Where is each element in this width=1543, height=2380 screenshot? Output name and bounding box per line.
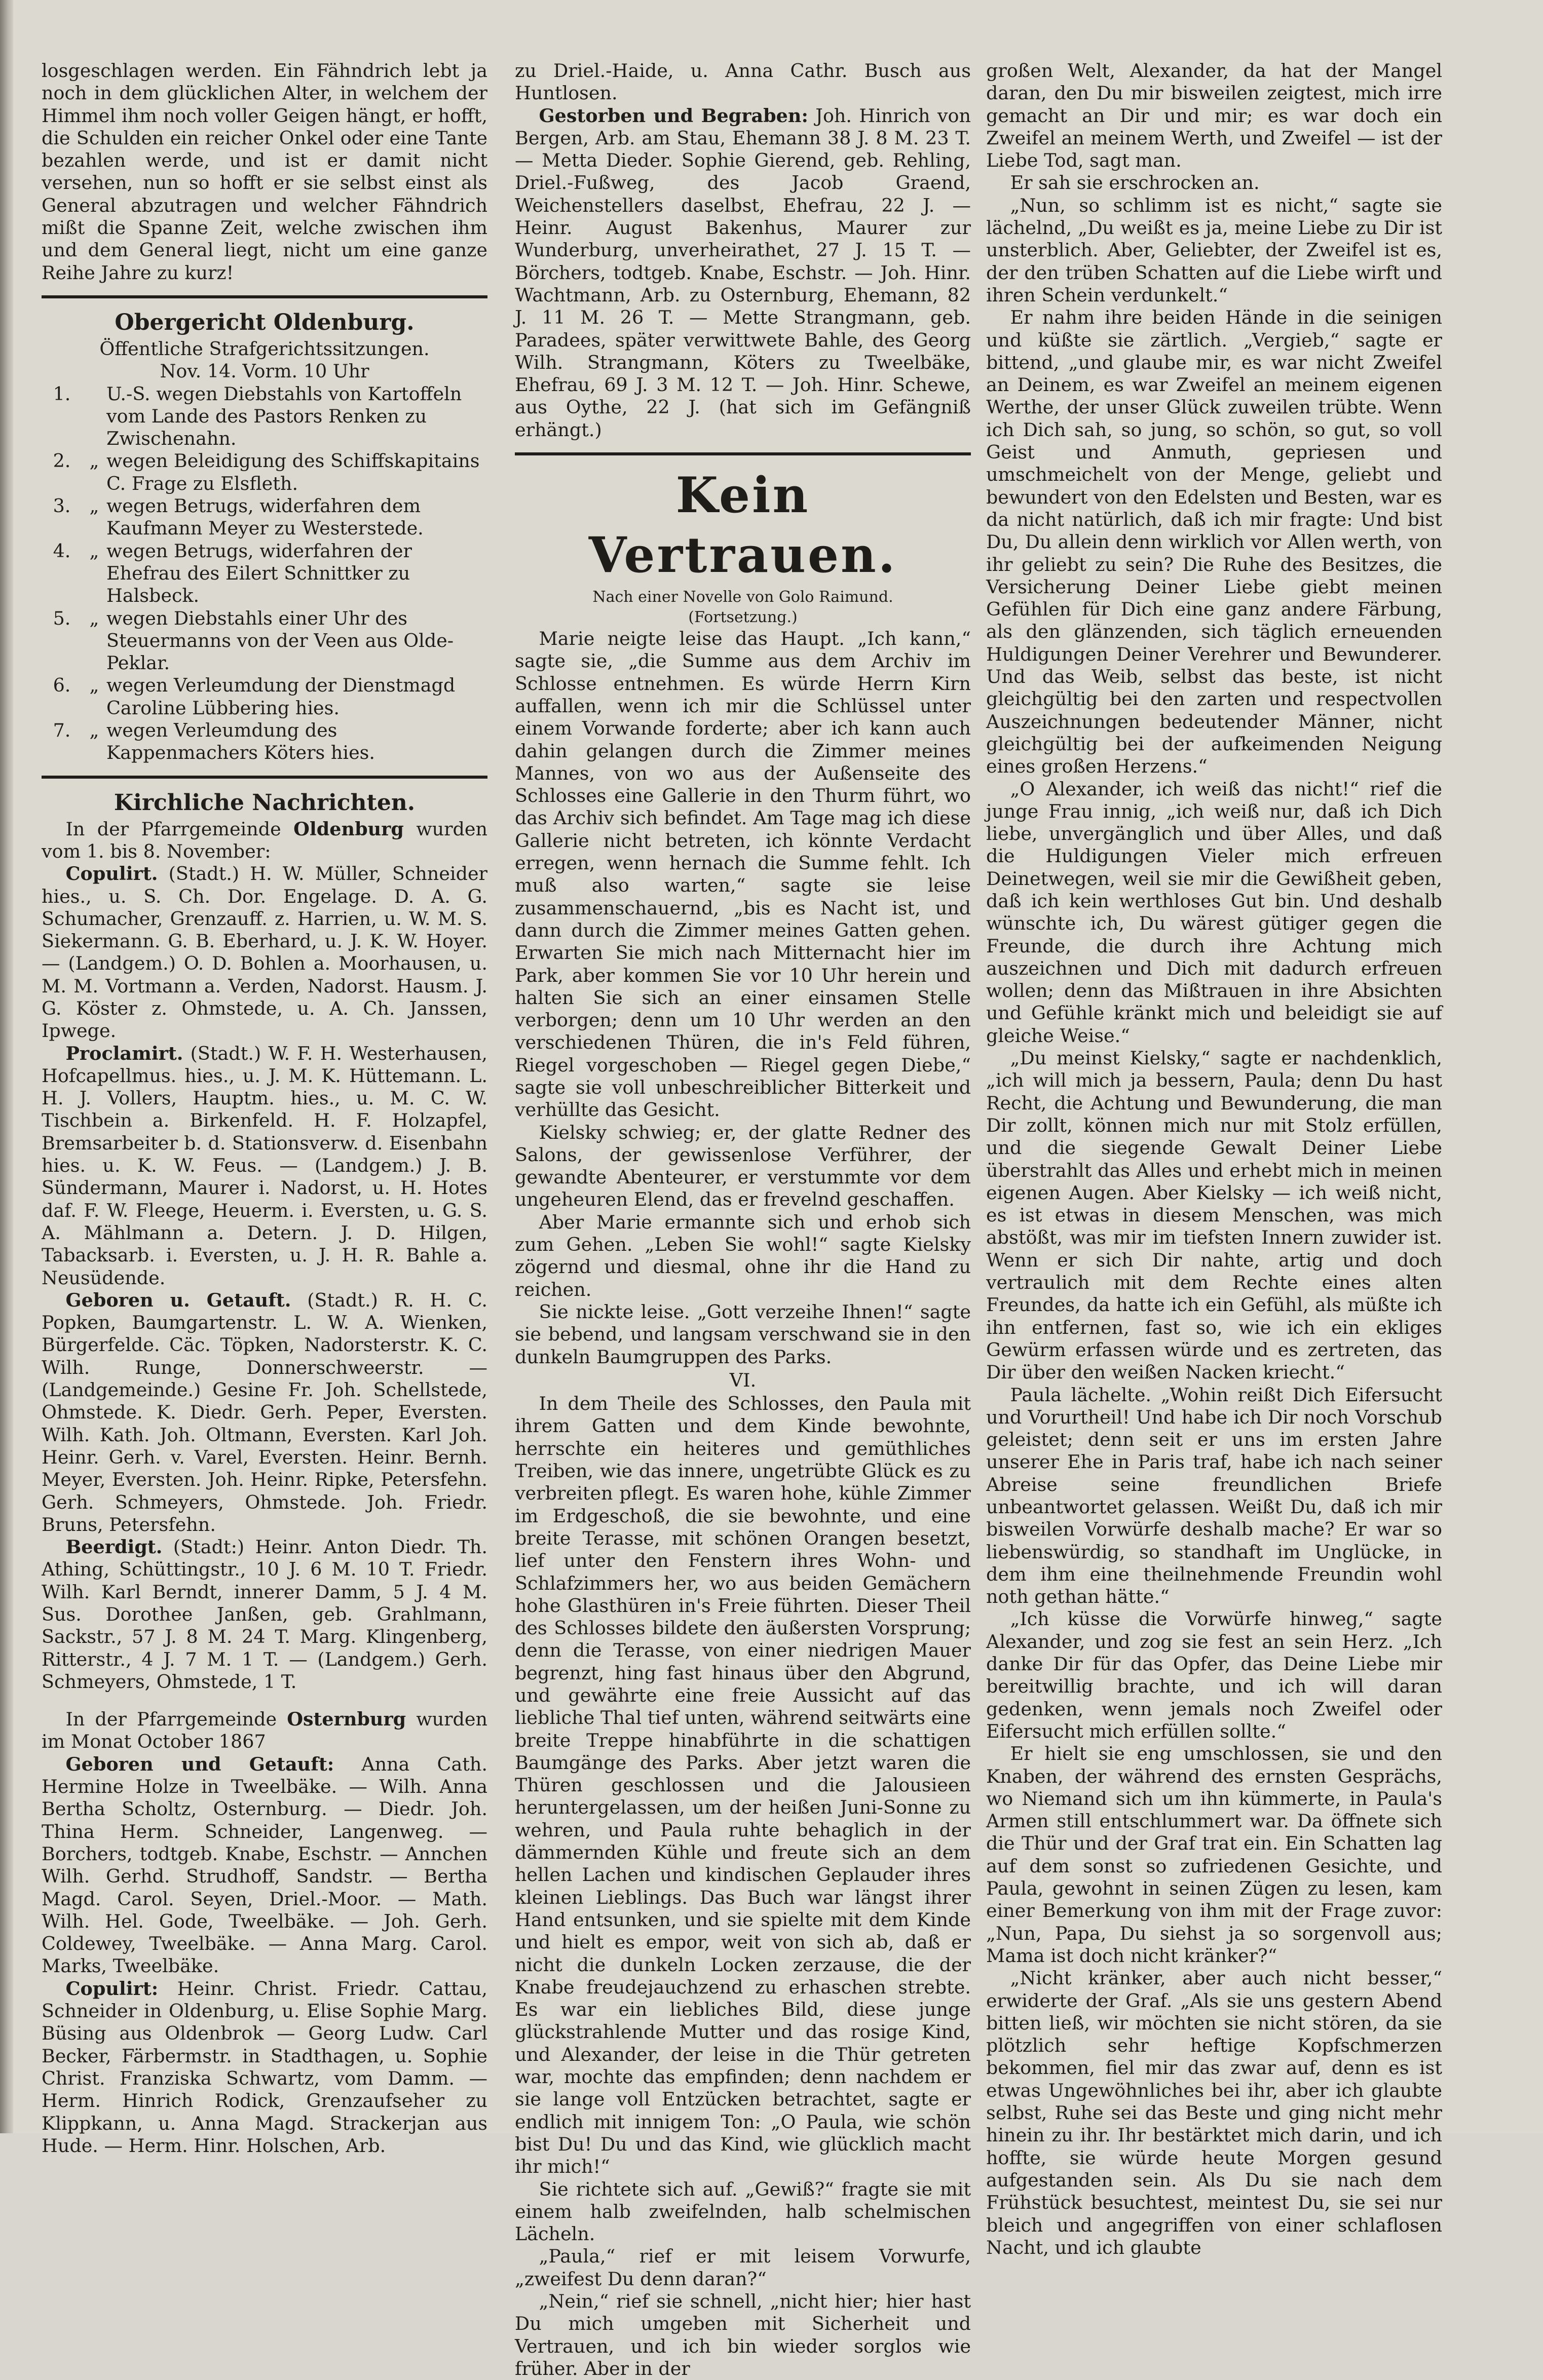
case-description: wegen Betrugs, widerfahren der Ehefrau des Eilert Schnittker zu Halsbeck. (106, 540, 412, 607)
court-subheading: Öffentliche Strafgerichtssitzungen. (99, 337, 430, 360)
court-case-row (42, 450, 487, 495)
case-number: 2. (53, 450, 71, 472)
case-description: wegen Betrugs, widerfahren dem Kaufmann Meyer zu Westerstede. (106, 495, 424, 540)
chapter-number: VI. (729, 1369, 757, 1391)
story-paragraph: Er hielt sie eng umschlossen, sie und den Knaben, der während des ernsten Gesprächs, wo Niemand sich um ihn kümmerte, in Paula's Armen still entschlummert war. Da öffnete sich die Thür und der Graf trat ein. Ein Schatten lag auf dem sonst so zufriedenen Gesichte, und Paula, gewohnt in seinen Zügen zu lesen, kam einer Bemerkung von ihm mit der Frage zuvor: „Nun, Papa, Du siehst ja so sorgenvoll aus; Mama ist doch nicht kränker?“ (986, 1743, 1442, 1967)
story-paragraph: Marie neigte leise das Haupt. „Ich kann,“ sagte sie, „die Summe aus dem Archiv im Schlosse entnehmen. Es würde Herrn Kirn auffallen, wenn ich mir die Schlüssel unter einem Vorwande forderte; aber ich kann auch dahin gelangen durch die Zimmer meines Mannes, von wo aus der Außenseite des Schlosses eine Gallerie in den Thurm führt, wo das Archiv sich befindet. Am Tage mag ich diese Gallerie nicht betreten, ich könnte Verdacht erregen, wenn hernach die Summe fehlt. Ich muß also warten,“ sagte sie leise zusammenschauernd, „bis es Nacht ist, und dann durch die Zimmer meines Gatten gehen. Erwarten Sie mich nach Mitternacht hier im Park, aber kommen Sie vor 10 Uhr herein und halten Sie sich an einer einsamen Stelle verborgen; denn um 10 Uhr werden an den verschiedenen Thüren, die in's Feld führen, Riegel vorgeschoben — Riegel gegen Diebe,“ sagte sie voll unbeschreiblicher Bitterkeit und verhüllte das Gesicht. (515, 628, 971, 1121)
case-number: 7. (53, 719, 71, 742)
page-fold-shadow (0, 0, 13, 2133)
geboren-entry (42, 1289, 487, 1536)
court-case-row (42, 607, 487, 675)
story-paragraph: Kielsky schwieg; er, der glatte Redner des Salons, der gewissenlose Verführer, der gewandte Abenteurer, er verstummte vor dem ungeheuren Elend, das er frevelnd geschaffen. (515, 1121, 971, 1211)
story-paragraph: „O Alexander, ich weiß das nicht!“ rief die junge Frau innig, „ich weiß nur, daß ich Dich liebe, unvergänglich und über Alles, und daß die Huldigungen Vieler mich erfreuen Deinetwegen, weil sie mir die Gewißheit geben, daß ich kein werthloses Gut bin. Und deshalb wünschte ich, Du wärest gütiger gegen die Freunde, die durch ihre Achtung mich auszeichnen und Dich mit dadurch erfreuen wollen; denn das Mißtrauen in ihre Absichten und Gefühle kränkt mich und beleidigt sie auf gleiche Weise.“ (986, 778, 1442, 1047)
case-description: wegen Verleumdung der Dienstmagd Caroline Lübbering hies. (106, 674, 456, 719)
entry-label: Proclamirt. (65, 1042, 183, 1064)
ditto-mark: „ (89, 719, 99, 742)
entry-text: (Stadt.) W. F. H. Westerhausen, Hofcapellmus. hies., u. J. M. K. Hüttemann. L. H. J. Vollers, Hauptm. hies., u. M. C. W. Tischbein a. Birkenfeld. H. F. Holzapfel, Bremsarbeiter b. d. Stationsverw. d. Eisenbahn hies. u. K. W. Feus. — (Landgem.) J. B. Sündermann, Maurer i. Nadorst, u. H. Hotes daf. F. W. Fleege, Heuerm. i. Eversten, u. G. S. A. Mählmann a. Detern. J. D. Hilgen, Tabacksarb. i. Eversten, u. J. H. R. Bahle a. Neusüdende. (42, 1042, 487, 1289)
story-paragraph: Sie nickte leise. „Gott verzeihe Ihnen!“ sagte sie bebend, und langsam verschwand sie in den dunkeln Baumgruppen des Parks. (515, 1300, 971, 1368)
case-description: wegen Beleidigung des Schiffskapitains C. Frage zu Elsfleth. (106, 450, 480, 494)
court-case-row (42, 719, 487, 764)
ditto-mark: „ (89, 674, 99, 697)
entry-label: Geboren u. Getauft. (65, 1289, 291, 1311)
story-paragraph: Er sah sie erschrocken an. (1010, 172, 1260, 194)
court-list (42, 383, 487, 764)
entry-text: (Stadt.) R. H. C. Popken, Baumgartenstr. L. W. A. Wienken, Bürgerfelde. Cäc. Töpken, Nadorsterstr. K. C. Wilh. Runge, Donnerschweerstr. — (Landgemeinde.) Gesine Fr. Joh. Schellstede, Ohmstede. K. Diedr. Gerh. Peper, Eversten. Wilh. Kath. Joh. Oltmann, Eversten. Karl Joh. Heinr. Gerh. v. Varel, Eversten. Heinr. Bernh. Meyer, Eversten. Joh. Heinr. Ripke, Petersfehn. Gerh. Schmeyers, Ohmstede. Joh. Friedr. Bruns, Petersfehn. (42, 1289, 487, 1536)
case-description: wegen Verleumdung des Kappenmachers Köters hies. (106, 719, 375, 764)
parish-name: Oldenburg (293, 818, 404, 840)
entry-label: Gestorben und Begraben: (539, 104, 808, 127)
court-date: Nov. 14. Vorm. 10 Uhr (160, 360, 369, 382)
parish-name: Osternburg (287, 1708, 406, 1731)
entry-label: Beerdigt. (65, 1536, 163, 1558)
ditto-mark: „ (89, 607, 99, 629)
story-title: Kein Vertrauen. (588, 467, 897, 584)
case-description: wegen Diebstahls einer Uhr des Steuermanns von der Veen aus Olde-Peklar. (106, 607, 454, 674)
case-number: 4. (53, 540, 71, 562)
church-continuation: zu Driel.-Haide, u. Anna Cathr. Busch aus Huntlosen. (515, 60, 971, 104)
beerdigt-entry (42, 1536, 487, 1693)
osternburg-intro (42, 1708, 487, 1753)
entry-text: (Stadt:) Heinr. Anton Diedr. Th. Athing, Schüttingstr., 10 J. 6 M. 10 T. Friedr. Wilh. Karl Berndt, innerer Damm, 5 J. 4 M. Sus. Dorothee Janßen, geb. Grahlmann, Sackstr., 57 J. 8 M. 24 T. Marg. Klingenberg, Ritterstr., 4 J. 7 M. 1 T. — (Landgem.) Gerh. Schmeyers, Ohmstede, 1 T. (42, 1536, 487, 1693)
story-continuation-note: (Fortsetzung.) (688, 608, 798, 627)
case-number: 6. (53, 674, 71, 697)
story-paragraph: „Paula,“ rief er mit leisem Vorwurfe, „zweifest Du denn daran?“ (515, 2245, 971, 2290)
story-paragraph: Paula lächelte. „Wohin reißt Dich Eifersucht und Vorurtheil! Und habe ich Dir noch Vorschub geleistet; denn seit er uns im ersten Jahre unserer Ehe in Paris traf, habe ich nach seiner Abreise seine freundlichen Briefe unbeantwortet gelassen. Weißt Du, daß ich mir bisweilen Vorwürfe deshalb mache? Er war so liebenswürdig, so standhaft im Unglücke, in dem ihm eine theilnehmende Freundin wohl noth gethan hätte.“ (986, 1384, 1442, 1608)
entry-label: Geboren und Getauft: (65, 1753, 334, 1775)
story-byline: Nach einer Novelle von Golo Raimund. (592, 588, 893, 606)
story-paragraph: „Du meinst Kielsky,“ sagte er nachdenklich, „ich will mich ja bessern, Paula; denn Du hast Recht, die Achtung und Bewunderung, die man Dir zollt, können mich nur mit Stolz erfüllen, und die siegende Gewalt Deiner Liebe überstrahlt das Alles und erhebt mich in meinen eigenen Augen. Aber Kielsky — ich weiß nicht, es ist etwas in diesem Menschen, was mich abstößt, was mir im tiefsten Innern zuwider ist. Wenn er sich Dir nahte, artig und doch vertraulich mit dem Rechte eines alten Freundes, da hatte ich ein Gefühl, als müßte ich ihn entfernen, fast so, wie ich ein ekliges Gewürm erfassen würde und es zertreten, das Dir über den weißen Nacken kriecht.“ (986, 1047, 1442, 1384)
story-paragraph: Aber Marie ermannte sich und erhob sich zum Gehen. „Leben Sie wohl!“ sagte Kielsky zögernd und diesmal, ohne ihr die Hand zu reichen. (515, 1211, 971, 1300)
intro-text: wurden im Monat October 1867 (42, 1708, 487, 1753)
court-case-row (42, 495, 487, 540)
entry-label: Copulirt. (65, 863, 158, 885)
osternburg-copulirt-entry (42, 1978, 487, 2157)
column-left (42, 60, 487, 2157)
entry-label: Copulirt: (65, 1977, 159, 2000)
ditto-mark: „ (89, 450, 99, 472)
article-continuation: losgeschlagen werden. Ein Fähndrich lebt ja noch in dem glücklichen Alter, in welchem der Himmel ihm noch voller Geigen hängt, er hofft, die Schulden ein reicher Onkel oder eine Tante bezahlen werde, und ist er damit nicht versehen, nun so hofft er sie selbst einst als General abzutragen und welcher Fähndrich mißt die Spanne Zeit, welche zwischen ihm und dem General liegt, nicht um eine ganze Reihe Jahre zu kurz! (42, 60, 487, 284)
case-number: 3. (53, 495, 71, 517)
story-paragraph: „Nun, so schlimm ist es nicht,“ sagte sie lächelnd, „Du weißt es ja, meine Liebe zu Dir ist unsterblich. Aber, Geliebter, der Zweifel ist es, der den trüben Schatten auf die Liebe wirft und ihren Schein verdunkelt.“ (986, 194, 1442, 306)
ditto-mark: „ (89, 540, 99, 562)
story-paragraph: „Nicht kränker, aber auch nicht besser,“ erwiderte der Graf. „Als sie uns gestern Abend bitten ließ, wir möchten sie nicht stören, da sie plötzlich sehr heftige Kopfschmerzen bekommen, fiel mir das zwar auf, denn es ist etwas Ungewöhnliches bei ihr, aber ich glaubte selbst, Ruhe sei das Beste und ging nicht mehr hinein zu ihr. Ihr bestärktet mich darin, und ich hoffte, sie würde heute Morgen gesund aufgestanden sein. Als Du sie nach dem Frühstück besuchtest, meintest Du, sie sei nur bleich und angegriffen von einer schlaflosen Nacht, und ich glaubte (986, 1967, 1442, 2258)
church-heading: Kirchliche Nachrichten. (114, 789, 416, 816)
column-middle (515, 60, 971, 2379)
entry-text: (Stadt.) H. W. Müller, Schneider hies., u. S. Ch. Dor. Engelage. D. A. G. Schumacher, Grenzauff. z. Harrien, u. W. M. S. Siekermann. G. B. Eberhard, u. J. K. W. Hoyer. — (Landgem.) O. D. Bohlen a. Moorhausen, u. M. M. Vortmann a. Verden, Nadorst. Hausm. J. G. Köster z. Ohmstede, u. A. Ch. Janssen, Ipwege. (42, 863, 487, 1042)
ditto-mark: „ (89, 495, 99, 517)
entry-text: Joh. Hinrich von Bergen, Arb. am Stau, Ehemann 38 J. 8 M. 23 T. — Metta Dieder. Sophie Gierend, geb. Rehling, Driel.-Fußweg, des Jacob Graend, Weichenstellers daselbst, Ehefrau, 22 J. — Heinr. August Bakenhus, Maurer zur Wunderburg, unverheirathet, 27 J. 15 T. — Börchers, todtgeb. Knabe, Eschstr. — Joh. Hinr. Wachtmann, Arb. zu Osternburg, Ehemann, 82 J. 11 M. 26 T. — Mette Strangmann, geb. Paradees, später verwittwete Bahle, des Georg Wilh. Strangmann, Köters zu Tweelbäke, Ehefrau, 69 J. 3 M. 12 T. — Joh. Hinr. Schewe, aus Oythe, 22 J. (hat sich im Gefängniß erhängt.) (515, 104, 971, 441)
story-paragraph: großen Welt, Alexander, da hat der Mangel daran, den Du mir bisweilen zeigtest, mich irre gemacht an Dir und mir; es war doch ein Zweifel an meinem Werth, und Zweifel — ist der Liebe Tod, sagt man. (986, 60, 1442, 172)
story-paragraph: „Nein,“ rief sie schnell, „nicht hier; hier hast Du mich umgeben mit Sicherheit und Vertrauen, und ich bin wieder sorglos wie früher. Aber in der (515, 2290, 971, 2379)
section-divider (42, 776, 487, 779)
story-paragraph: In dem Theile des Schlosses, den Paula mit ihrem Gatten und dem Kinde bewohnte, herrschte ein heiteres und gemüthliches Treiben, wie das innere, ungetrübte Glück es zu verbreiten pflegt. Es waren hohe, kühle Zimmer im Erdgeschoß, die sie bewohnte, und eine breite Terasse, mit schönen Orangen besetzt, lief unter den Fenstern ihres Wohn- und Schlafzimmers her, wo aus beiden Gemächern hohe Glasthüren in's Freie führten. Dieser Theil des Schlosses bildete den äußersten Vorsprung; denn die Terasse, von einer niedrigen Mauer begrenzt, hing fast hinaus über den Abgrund, und gewährte eine freie Aussicht auf das liebliche Thal tief unten, während seitwärts eine breite Treppe hinabführte in die schattigen Baumgänge des Parks. Aber jetzt waren die Thüren geschlossen und die Jalousieen heruntergelassen, um der heißen Juni-Sonne zu wehren, und Paula ruhte behaglich in der dämmernden Kühle und freute sich an dem hellen Lachen und kindischen Geplauder ihres kleinen Lieblings. Das Buch war längst ihrer Hand entsunken, und sie spielte mit dem Kinde und hielt es empor, weit von sich ab, daß er nicht die dunkeln Locken zerzause, die der Knabe freudejauchzend zu erhaschen strebte. Es war ein liebliches Bild, diese junge glückstrahlende Mutter und das rosige Kind, und Alexander, der leise in die Thür getreten war, mochte das empfinden; denn nachdem er sie lange voll Entzücken betrachtet, sagte er endlich mit innigem Ton: „O Paula, wie schön bist Du! Du und das Kind, wie glücklich macht ihr mich!“ (515, 1393, 971, 2178)
column-right (986, 60, 1442, 2258)
story-paragraph: Er nahm ihre beiden Hände in die seinigen und küßte sie zärtlich. „Vergieb,“ sagte er bittend, „und glaube mir, es war nicht Zweifel an Deinem, es war Zweifel an meinem eigenen Werthe, der unser Glück zuweilen trübte. Wenn ich Dich sah, so jung, so schön, so gut, so voll Geist und Anmuth, gepriesen und umschmeichelt von der Menge, geliebt und bewundert von den Edelsten und Besten, war es da nicht natürlich, daß ich mir fragte: Und bist Du, Du allein denn wirklich vor Allen werth, von ihr geliebt zu sein? Die Ruhe des Besitzes, die Versicherung Deiner Liebe giebt meinen Gefühlen für Dich eine ganz andere Färbung, als den glänzenden, sich täglich erneuenden Huldigungen Deiner Verehrer und Bewunderer. Und das Weib, selbst das beste, ist nicht gleichgültig bei den zarten und respectvollen Auszeichnungen bedeutender Männer, nicht gleichgültig bei der aufkeimenden Neigung eines großen Herzens.“ (986, 306, 1442, 778)
intro-text: wurden vom 1. bis 8. November: (42, 818, 487, 862)
story-paragraph: „Ich küsse die Vorwürfe hinweg,“ sagte Alexander, und zog sie fest an sein Herz. „Ich danke Dir für das Opfer, das Deine Liebe mir bereitwillig brachte, und ich will daran gedenken, wenn jemals noch Zweifel oder Eifersucht mich erfüllen sollte.“ (986, 1608, 1442, 1742)
copulirt-entry (42, 863, 487, 1042)
court-case-row (42, 674, 487, 719)
case-number: 5. (53, 607, 71, 629)
intro-text: In der Pfarrgemeinde (65, 1708, 287, 1731)
case-number: 1. (53, 382, 71, 405)
story-paragraph: Sie richtete sich auf. „Gewiß?“ fragte sie mit einem halb zweifelnden, halb schelmischen Lächeln. (515, 2178, 971, 2245)
court-case-row (42, 383, 487, 450)
case-description: U.-S. wegen Diebstahls von Kartoffeln vom Lande des Pastors Renken zu Zwischenahn. (106, 382, 462, 450)
osternburg-geboren-entry (42, 1753, 487, 1978)
spacer (42, 1693, 487, 1708)
court-heading: Obergericht Oldenburg. (115, 309, 415, 335)
intro-text: In der Pfarrgemeinde (65, 818, 294, 840)
church-intro (42, 818, 487, 863)
gestorben-entry (515, 105, 971, 441)
entry-text: Anna Cath. Hermine Holze in Tweelbäke. — Wilh. Anna Bertha Scholtz, Osternburg. — Diedr. Joh. Thina Herm. Schneider, Langenweg. — Borchers, todtgeb. Knabe, Eschstr. — Annchen Wilh. Gerhd. Strudhoff, Sandstr. — Bertha Magd. Carol. Seyen, Driel.-Moor. — Math. Wilh. Hel. Gode, Tweelbäke. — Joh. Gerh. Coldewey, Tweelbäke. — Anna Marg. Carol. Marks, Tweelbäke. (42, 1753, 487, 1977)
section-divider (515, 452, 971, 455)
proclamirt-entry (42, 1043, 487, 1289)
section-divider (42, 295, 487, 298)
entry-text: Heinr. Christ. Friedr. Cattau, Schneider in Oldenburg, u. Elise Sophie Marg. Büsing aus Oldenbrok — Georg Ludw. Carl Becker, Färbermstr. in Stadthagen, u. Sophie Christ. Franziska Schwartz, vom Damm. — Herm. Hinrich Rodick, Grenzaufseher zu Klippkann, u. Anna Magd. Strackerjan aus Hude. — Herm. Hinr. Holschen, Arb. (42, 1977, 487, 2157)
court-case-row (42, 540, 487, 607)
